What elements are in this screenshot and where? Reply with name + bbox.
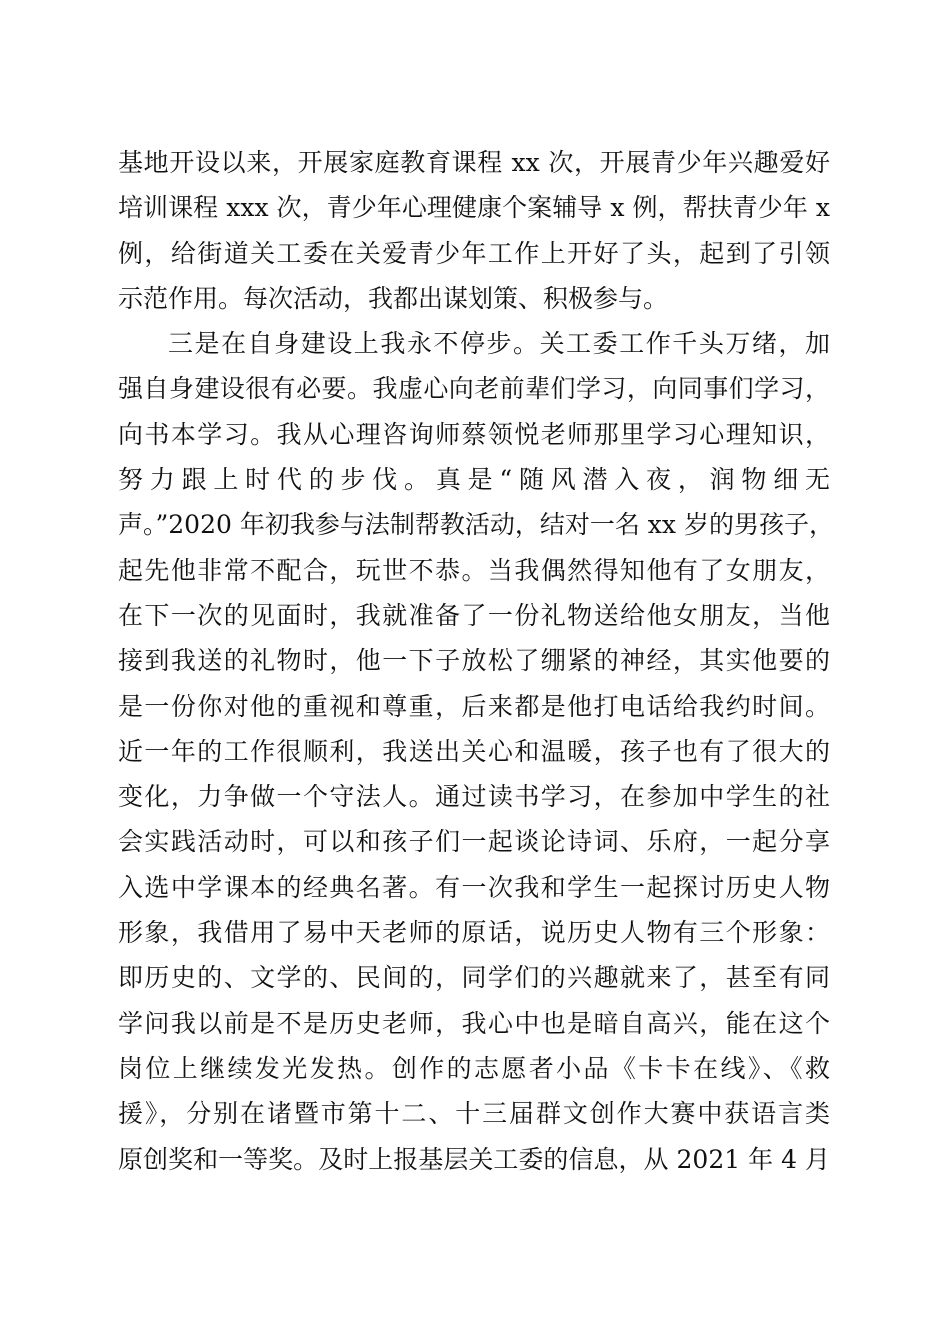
text-line: 接到我送的礼物时，他一下子放松了绷紧的神经，其实他要的 — [118, 646, 830, 676]
text-line: 岗位上继续发光发热。创作的志愿者小品《卡卡在线》、《救 — [118, 1053, 830, 1083]
text-line: 变化，力争做一个守法人。通过读书学习，在参加中学生的社 — [118, 782, 830, 812]
text-line: 是一份你对他的重视和尊重，后来都是他打电话给我约时间。 — [118, 691, 830, 721]
text-line: 形象，我借用了易中天老师的原话，说历史人物有三个形象： — [118, 918, 830, 948]
text-line: 近一年的工作很顺利，我送出关心和温暖，孩子也有了很大的 — [118, 736, 830, 766]
text-line: 学问我以前是不是历史老师，我心中也是暗自高兴，能在这个 — [118, 1008, 830, 1038]
text-line: 援》，分别在诸暨市第十二、十三届群文创作大赛中获语言类 — [118, 1099, 830, 1129]
text-line: 声。”2020 年初我参与法制帮教活动，结对一名 xx 岁的男孩子， — [118, 510, 834, 540]
text-line: 在下一次的见面时，我就准备了一份礼物送给他女朋友，当他 — [118, 600, 830, 630]
section-heading-line: 三是在自身建设上我永不停步。关工委工作千头万绪，加 — [168, 329, 830, 359]
text-line: 会实践活动时，可以和孩子们一起谈论诗词、乐府，一起分享 — [118, 827, 830, 857]
text-line: 原创奖和一等奖。及时上报基层关工委的信息，从 2021 年 4 月 — [118, 1144, 830, 1174]
text-line: 强自身建设很有必要。我虚心向老前辈们学习，向同事们学习， — [118, 374, 830, 404]
text-line: 起先他非常不配合，玩世不恭。当我偶然得知他有了女朋友， — [118, 555, 830, 585]
text-line: 示范作用。每次活动，我都出谋划策、积极参与。 — [118, 283, 669, 313]
text-line: 即历史的、文学的、民间的，同学们的兴趣就来了，甚至有同 — [118, 963, 830, 993]
body-text — [118, 140, 834, 1182]
text-line: 培训课程 xxx 次，青少年心理健康个案辅导 x 例，帮扶青少年 x — [118, 193, 830, 223]
text-line: 向书本学习。我从心理咨询师蔡领悦老师那里学习心理知识， — [118, 419, 830, 449]
text-line: 入选中学课本的经典名著。有一次我和学生一起探讨历史人物 — [118, 872, 830, 902]
text-line: 例，给街道关工委在关爱青少年工作上开好了头，起到了引领 — [118, 238, 830, 268]
text-line: 基地开设以来，开展家庭教育课程 xx 次，开展青少年兴趣爱好 — [118, 148, 830, 177]
text-line: 努力跟上时代的步伐。真是“随风潜入夜，润物细无 — [118, 465, 830, 495]
